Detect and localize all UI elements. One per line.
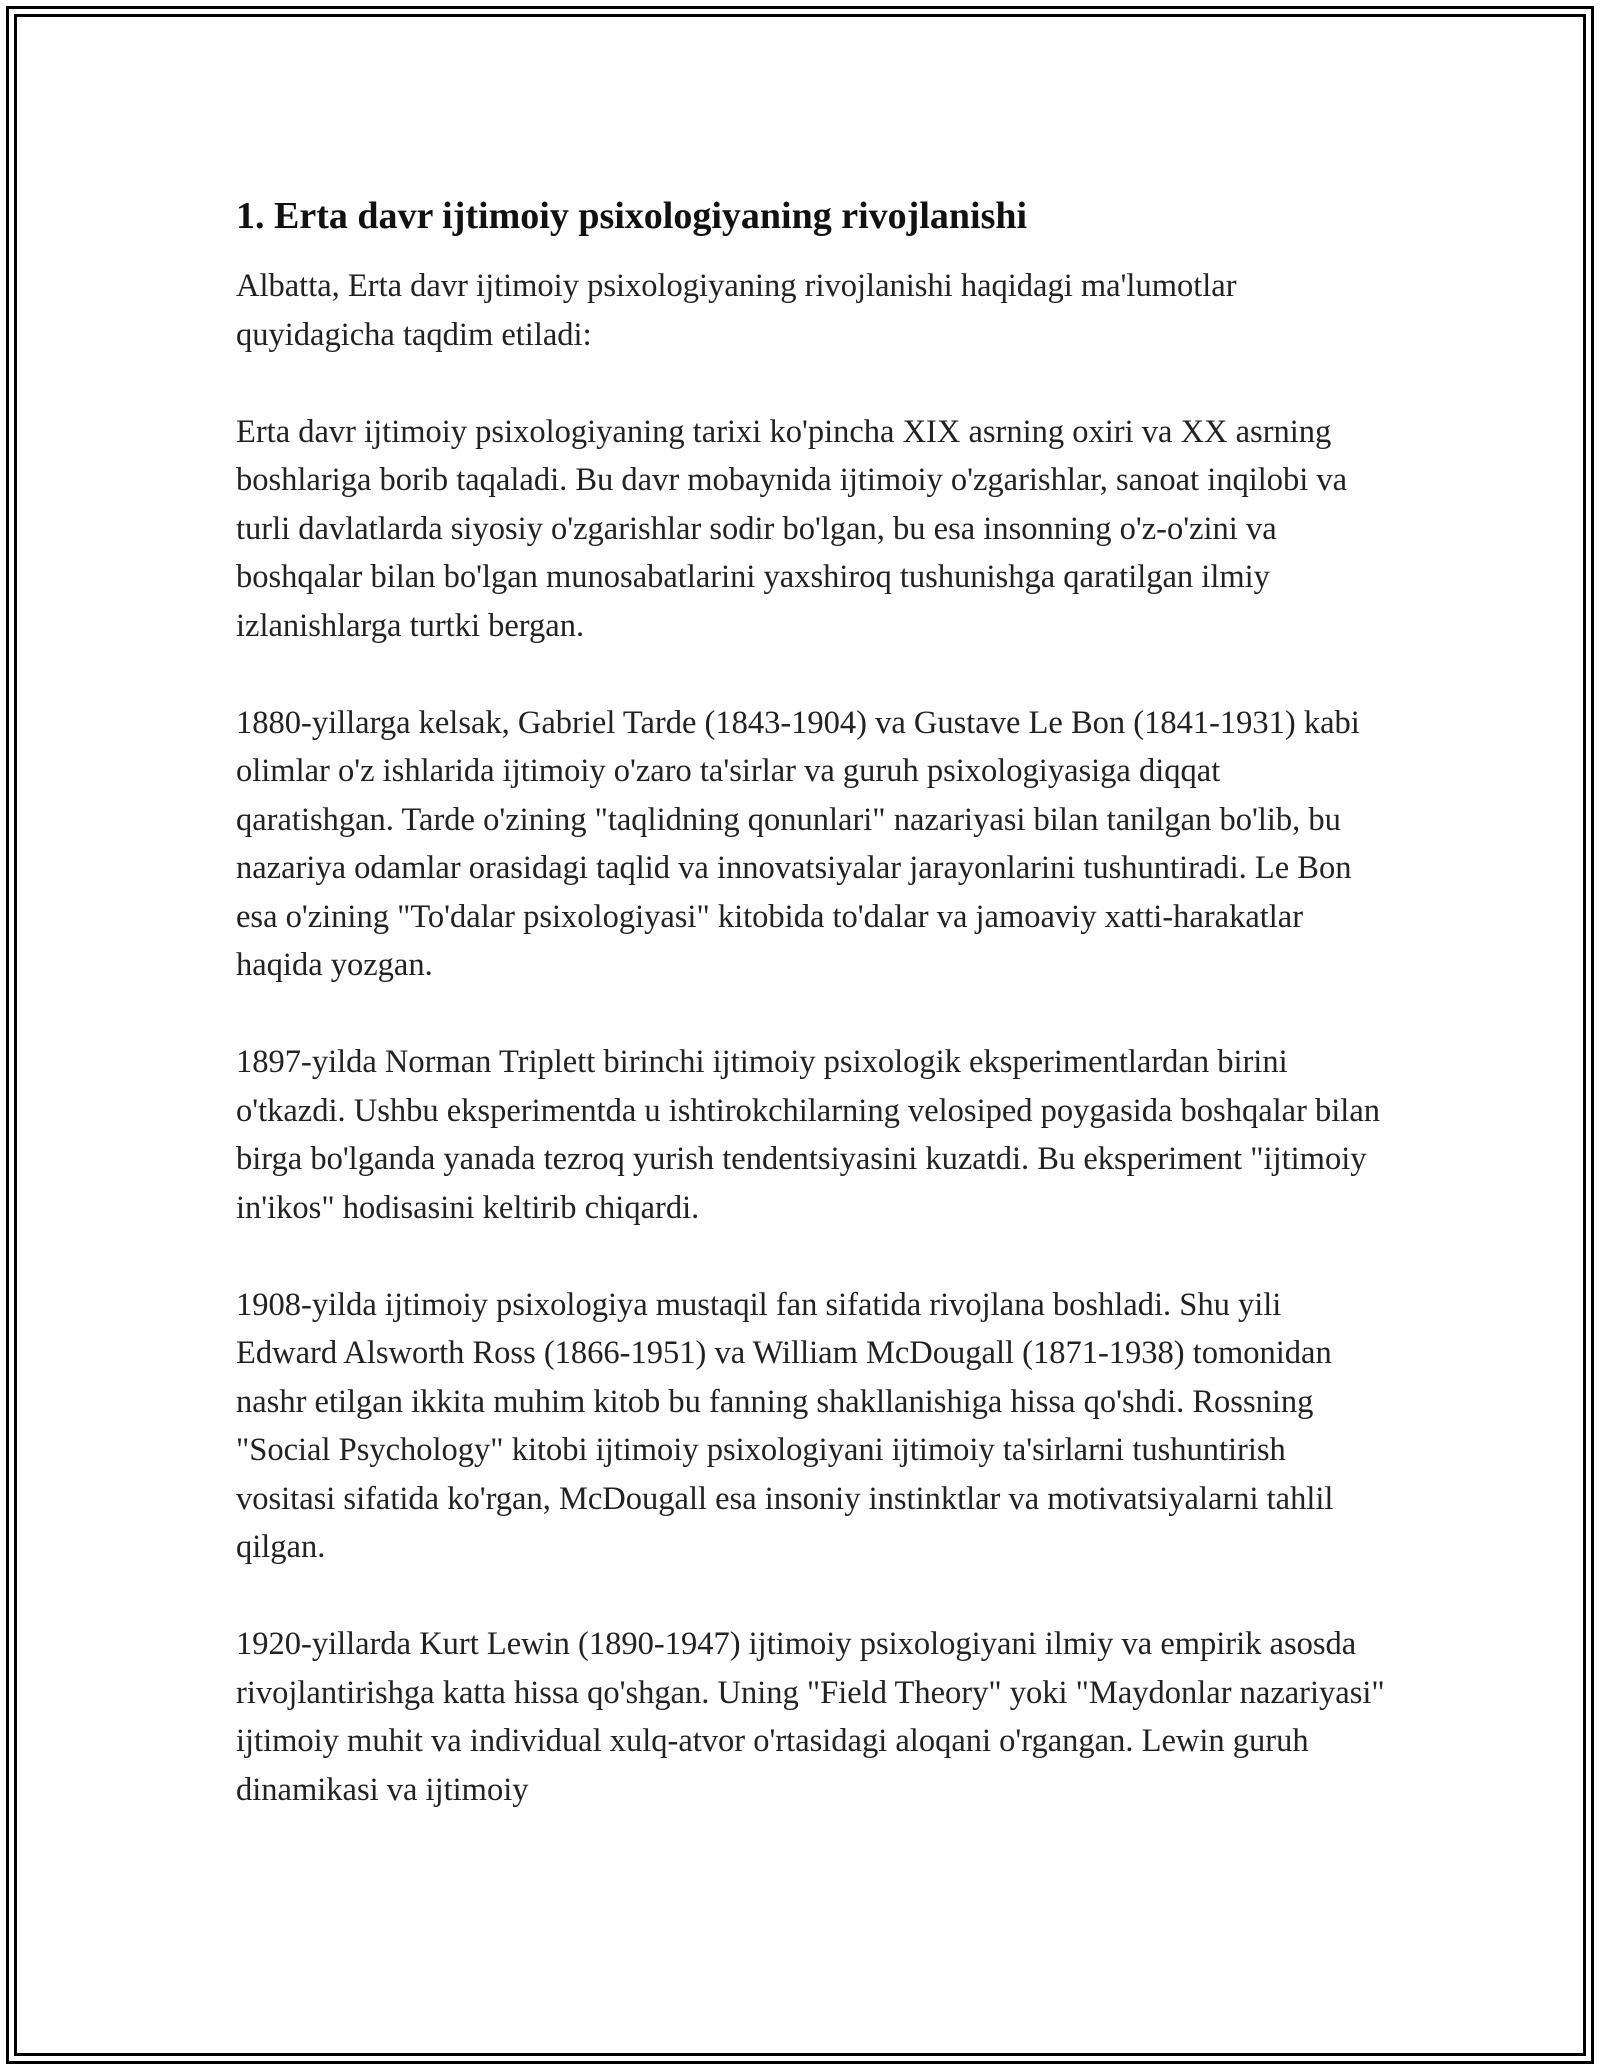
paragraph-tarde-lebon: 1880-yillarga kelsak, Gabriel Tarde (1843-1904) va Gustave Le Bon (1841-1931) kabi olimlar o'z ishlarida ijtimoiy o'zaro ta'sirlar va guruh psixologiyasiga diqqat qaratishgan. Tarde o'zining "taqlidning qonunlari" nazariyasi bilan tanilgan bo'lib, bu nazariya odamlar orasidagi taqlid va innovatsiyalar jarayonlarini tushuntiradi. Le Bon esa o'zining "To'dalar psixologiyasi" kitobida to'dalar va jamoaviy xatti-harakatlar haqida yozgan. [236,704,1360,983]
paragraph-intro: Albatta, Erta davr ijtimoiy psixologiyaning rivojlanishi haqidagi ma'lumotlar quyidagicha taqdim etiladi: [236,268,1237,353]
section-heading: 1. Erta davr ijtimoiy psixologiyaning rivojlanishi [236,195,1028,237]
paragraph-history: Erta davr ijtimoiy psixologiyaning tarixi ko'pincha XIX asrning oxiri va XX asrning boshlariga borib taqaladi. Bu davr mobaynida ijtimoiy o'zgarishlar, sanoat inqilobi va turli davlatlarda siyosiy o'zgarishlar sodir bo'lgan, bu esa insonning o'z-o'zini va boshqalar bilan bo'lgan munosabatlarini yaxshiroq tushunishga qaratilgan ilmiy izlanishlarga turtki bergan. [236,413,1348,644]
paragraph-lewin: 1920-yillarda Kurt Lewin (1890-1947) ijtimoiy psixologiyani ilmiy va empirik asosda rivojlantirishga katta hissa qo'shgan. Uning "Field Theory" yoki "Maydonlar nazariyasi" ijtimoiy muhit va individual xulq-atvor o'rtasidagi aloqani o'rgangan. Lewin guruh dinamikasi va ijtimoiy [236,1626,1385,1808]
document-body [236,182,1386,1863]
paragraph-ross-mcdougall: 1908-yilda ijtimoiy psixologiya mustaqil fan sifatida rivojlana boshladi. Shu yili Edward Alsworth Ross (1866-1951) va William McDougall (1871-1938) tomonidan nashr etilgan ikkita muhim kitob bu fanning shakllanishiga hissa qo'shdi. Rossning "Social Psychology" kitobi ijtimoiy psixologiyani ijtimoiy ta'sirlarni tushuntirish vositasi sifatida ko'rgan, McDougall esa insoniy instinktlar va motivatsiyalarni tahlil qilgan. [236,1286,1334,1565]
paragraph-triplett: 1897-yilda Norman Triplett birinchi ijtimoiy psixologik eksperimentlardan birini o'tkazdi. Ushbu eksperimentda u ishtirokchilarning velosiped poygasida boshqalar bilan birga bo'lganda yanada tezroq yurish tendentsiyasini kuzatdi. Bu eksperiment "ijtimoiy in'ikos" hodisasini keltirib chiqardi. [236,1044,1381,1226]
